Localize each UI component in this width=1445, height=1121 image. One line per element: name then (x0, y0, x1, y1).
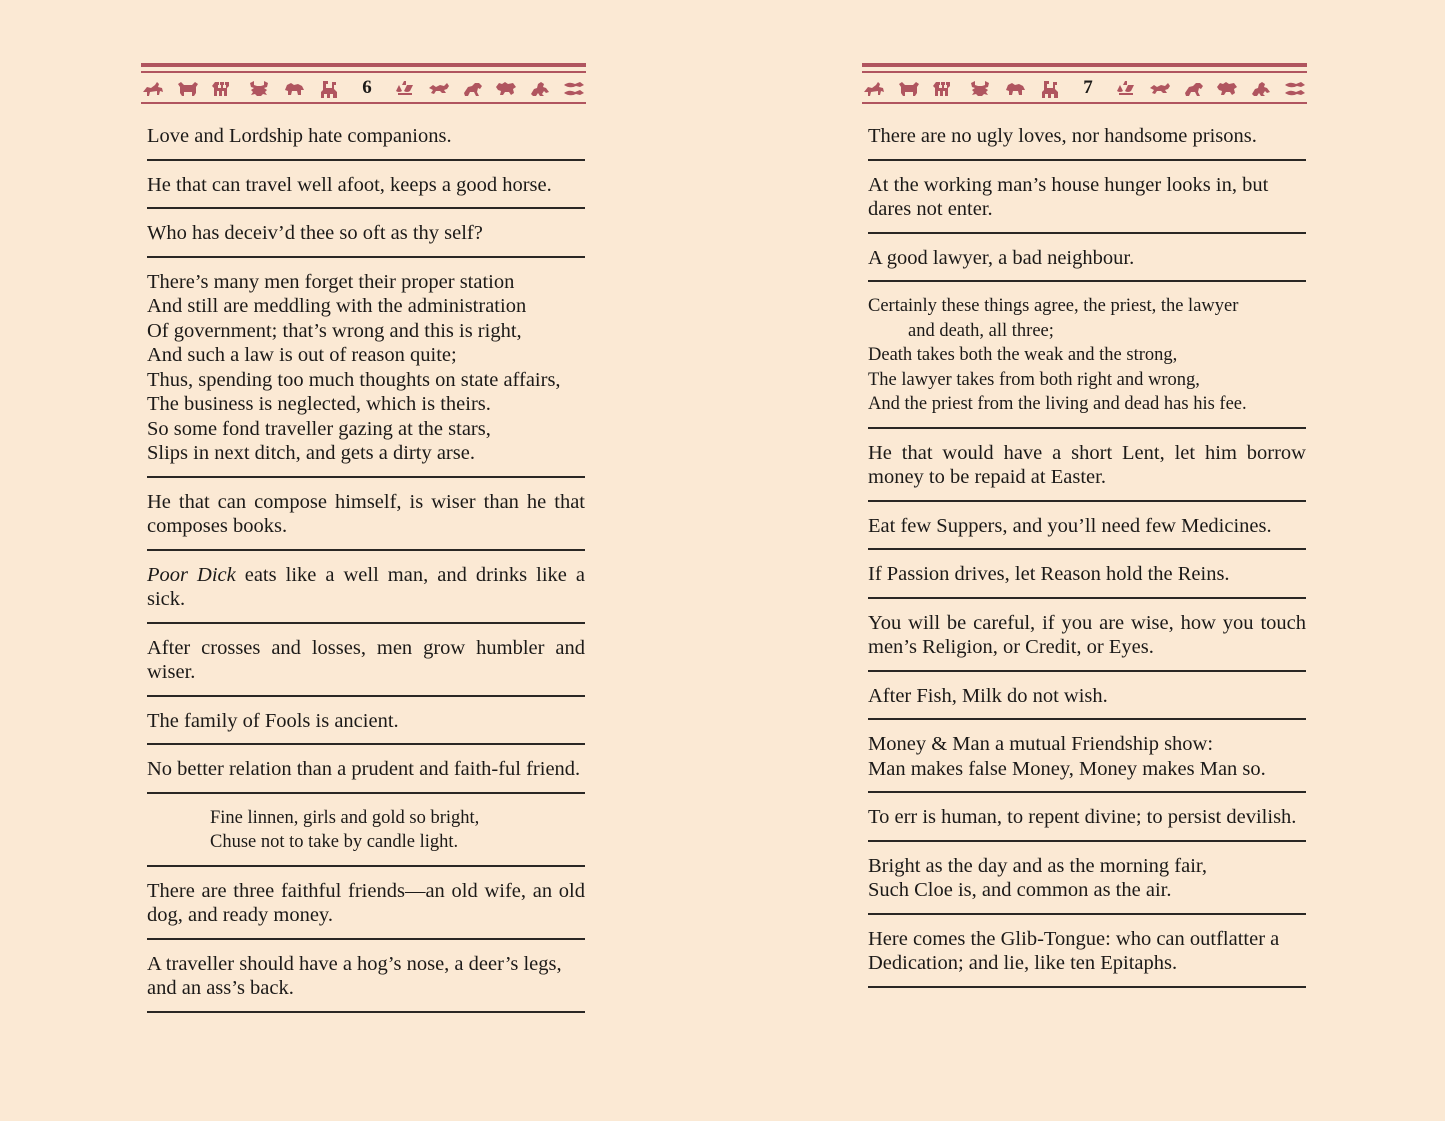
proverb: He that can compose himself, is wiser than he that composes books. (147, 490, 585, 551)
proverb: There are three faithful friends—an old wife, an old dog, and ready money. (147, 879, 585, 940)
verse-line: Bright as the day and as the morning fair, (868, 854, 1208, 877)
proverb-verse (868, 732, 1306, 793)
proverb (868, 684, 1306, 721)
proverb-italic-name: Poor Dick (147, 563, 236, 586)
verse-line: Fine linnen, girls and gold so bright, (210, 807, 480, 828)
page-header-ornament (141, 63, 586, 105)
page-number: 7 (1083, 77, 1093, 98)
verse-line: Thus, spending too much thoughts on state affairs, (147, 368, 561, 391)
ornament-rule (141, 102, 586, 104)
proverb: You will be careful, if you are wise, how you touch men’s Religion, or Credit, or Eyes. (868, 611, 1306, 672)
bull-icon (176, 78, 200, 98)
archer-icon (1182, 78, 1206, 98)
proverb (147, 173, 585, 210)
verse-line: And such a law is out of reason quite; (147, 344, 457, 366)
verse-line: There’s many men forget their proper station (147, 270, 515, 293)
proverb-list (147, 124, 585, 1025)
proverb-line: There are no ugly loves, nor handsome prisons. (868, 125, 1257, 147)
proverb (147, 221, 585, 258)
proverb-verse (147, 270, 585, 478)
scorpion-icon (1148, 78, 1172, 98)
scorpion-icon (427, 78, 451, 98)
proverb (147, 709, 585, 746)
proverb: A traveller should have a hog’s nose, a deer’s legs, and an ass’s back. (147, 952, 585, 1013)
ornament-icons-left (862, 76, 1062, 100)
twins-icon (211, 78, 235, 98)
proverb (868, 562, 1306, 599)
proverb: After crosses and losses, men grow humbler and wiser. (147, 636, 585, 697)
proverb-line: Love and Lordship hate companions. (147, 125, 452, 147)
verse-line: Such Cloe is, and common as the air. (868, 879, 1172, 901)
page-number: 6 (362, 77, 372, 98)
lion-icon (1003, 78, 1027, 98)
proverb (147, 124, 585, 161)
goat-icon (1215, 78, 1239, 98)
proverb: No better relation than a prudent and faith-ful friend. (147, 757, 585, 794)
verse-line: The lawyer takes from both right and wrong, (868, 369, 1200, 390)
fish-icon (562, 78, 586, 98)
verse-line: Of government; that’s wrong and this is right, (147, 319, 522, 342)
ornament-icons-right (1114, 76, 1307, 100)
proverb-line: Who has deceiv’d thee so oft as thy self? (147, 222, 483, 244)
proverb-line: The family of Fools is ancient. (147, 709, 399, 732)
proverb-line: If Passion drives, let Reason hold the Reins. (868, 563, 1230, 585)
scales-icon (1114, 78, 1138, 98)
water-bearer-icon (528, 78, 552, 98)
archer-icon (461, 78, 485, 98)
crab-icon (247, 78, 271, 98)
proverb (868, 124, 1306, 161)
proverb (868, 246, 1306, 283)
ornament-rule (862, 102, 1307, 104)
fish-icon (1283, 78, 1307, 98)
lion-icon (282, 78, 306, 98)
verse-line: Slips in next ditch, and gets a dirty arse. (147, 442, 475, 464)
verse-line: Certainly these things agree, the priest, the lawyer (868, 296, 1239, 316)
verse-line: And the priest from the living and dead has his fee. (868, 394, 1247, 414)
proverb-line: He that can travel well afoot, keeps a good horse. (147, 173, 552, 196)
proverb-text: eats like a well man, and drinks like a sick. (147, 563, 585, 610)
verse-line: The business is neglected, which is theirs. (147, 393, 491, 415)
virgin-icon (317, 78, 341, 98)
proverb: At the working man’s house hunger looks in, but dares not enter. (868, 173, 1306, 234)
centaur-icon (862, 78, 886, 98)
centaur-icon (141, 78, 165, 98)
water-bearer-icon (1249, 78, 1273, 98)
bull-icon (897, 78, 921, 98)
proverb: He that would have a short Lent, let him borrow money to be repaid at Easter. (868, 441, 1306, 502)
ornament-rule (862, 71, 1307, 73)
verse-line: So some fond traveller gazing at the stars, (147, 417, 491, 440)
proverb-line: Eat few Suppers, and you’ll need few Medicines. (868, 514, 1272, 537)
ornament-rule (862, 63, 1307, 67)
page-header-ornament (862, 63, 1307, 105)
ornament-rule (141, 71, 586, 73)
proverb-verse (868, 294, 1306, 429)
verse-line: Death takes both the weak and the strong, (868, 345, 1178, 365)
proverb-verse (147, 806, 585, 867)
goat-icon (494, 78, 518, 98)
ornament-rule (141, 63, 586, 67)
verse-line: and death, all three; (908, 320, 1054, 341)
proverb-list (868, 124, 1306, 1000)
proverb: To err is human, to repent divine; to persist devilish. (868, 805, 1306, 842)
scales-icon (393, 78, 417, 98)
verse-line: Man makes false Money, Money makes Man so. (868, 757, 1266, 780)
twins-icon (932, 78, 956, 98)
ornament-icons-right (393, 76, 586, 100)
crab-icon (968, 78, 992, 98)
proverb-line: A good lawyer, a bad neighbour. (868, 246, 1135, 269)
virgin-icon (1038, 78, 1062, 98)
proverb (868, 514, 1306, 551)
proverb (147, 563, 585, 624)
verse-line: And still are meddling with the administration (147, 295, 527, 317)
ornament-icons-left (141, 76, 341, 100)
proverb: Here comes the Glib-Tongue: who can outflatter a Dedication; and lie, like ten Epitaphs. (868, 927, 1306, 988)
verse-line: Money & Man a mutual Friendship show: (868, 733, 1214, 755)
proverb-line: After Fish, Milk do not wish. (868, 684, 1108, 707)
proverb-verse (868, 854, 1306, 915)
verse-line: Chuse not to take by candle light. (210, 832, 459, 852)
